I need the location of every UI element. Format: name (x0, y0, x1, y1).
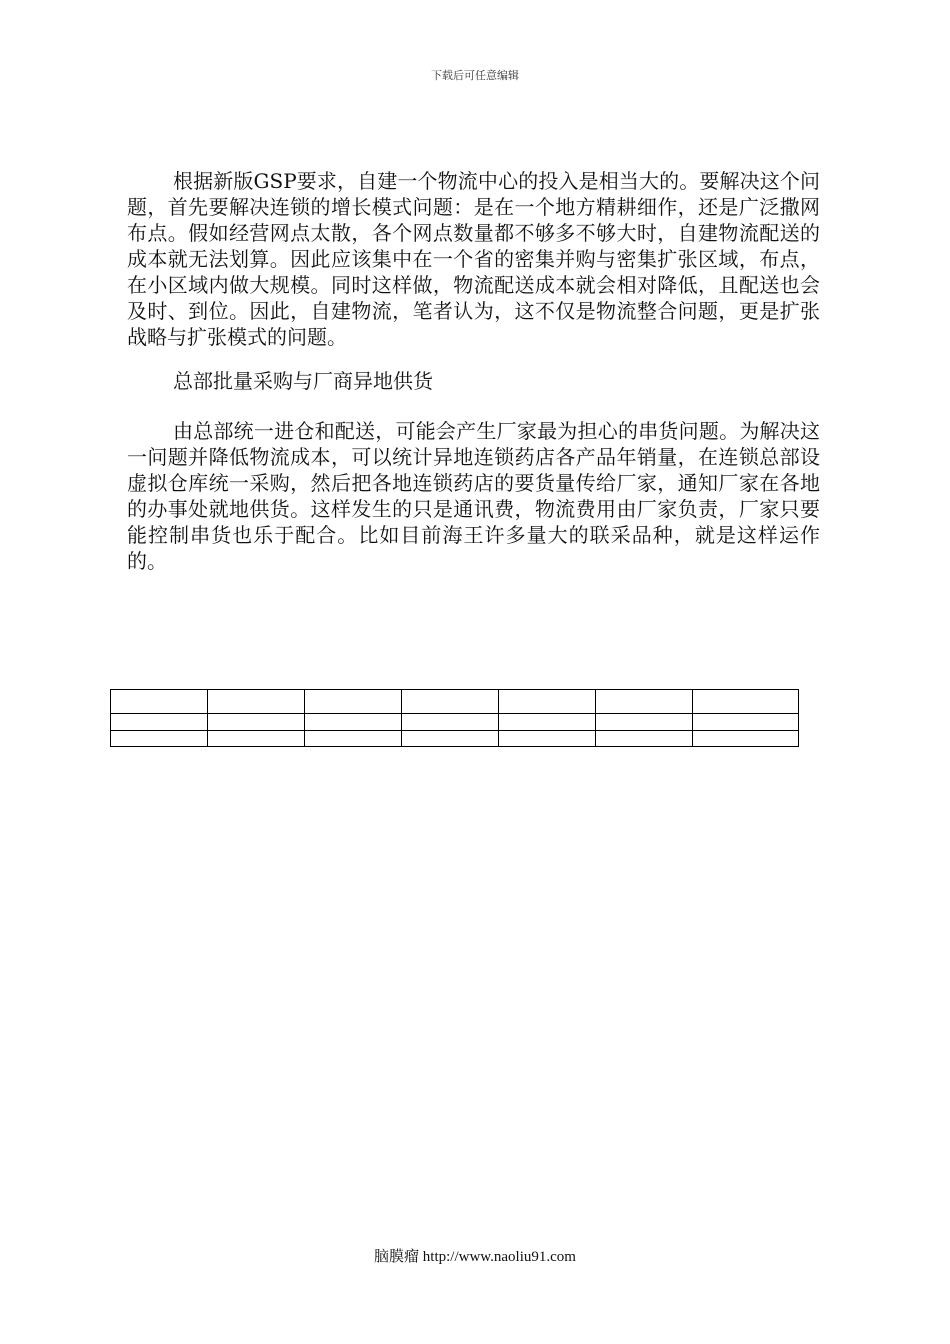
table-cell (499, 690, 596, 714)
table-cell (111, 714, 208, 731)
table-row (111, 714, 799, 731)
table-cell (208, 690, 305, 714)
section-heading: 总部批量采购与厂商异地供货 (173, 369, 433, 393)
table-cell (402, 690, 499, 714)
table-cell (693, 731, 799, 747)
table-cell (402, 714, 499, 731)
table-cell (693, 714, 799, 731)
table-cell (499, 714, 596, 731)
table-cell (305, 714, 402, 731)
table-cell (208, 714, 305, 731)
paragraph-bulk-purchase: 由总部统一进仓和配送，可能会产生厂家最为担心的串货问题。为解决这一问题并降低物流成本，可以统计异地连锁药店各产品年销量，在连锁总部设虚拟仓库统一采购，然后把各地连锁药店的要货量传给厂家，通知厂家在各地的办事处就地供货。这样发生的只是通讯费，物流费用由厂家负责，厂家只要能控制串货也乐于配合。比如目前海王许多量大的联采品种，就是这样运作的。 (127, 419, 820, 573)
table-row (111, 731, 799, 747)
table-cell (596, 690, 693, 714)
table-cell (402, 731, 499, 747)
table-cell (305, 731, 402, 747)
table-cell (208, 731, 305, 747)
table-cell (693, 690, 799, 714)
table-cell (305, 690, 402, 714)
empty-table (110, 689, 799, 747)
page-footer-link[interactable]: 脑膜瘤 http://www.naoliu91.com (374, 1249, 576, 1265)
table-cell (111, 690, 208, 714)
table-cell (111, 731, 208, 747)
paragraph-gsp-logistics: 根据新版GSP要求，自建一个物流中心的投入是相当大的。要解决这个问题，首先要解决连锁的增长模式问题：是在一个地方精耕细作，还是广泛撒网布点。假如经营网点太散，各个网点数量都不够多不够大时，自建物流配送的成本就无法划算。因此应该集中在一个省的密集并购与密集扩张区域，布点，在小区域内做大规模。同时这样做，物流配送成本就会相对降低，且配送也会及时、到位。因此，自建物流，笔者认为，这不仅是物流整合问题，更是扩张战略与扩张模式的问题。 (127, 169, 820, 349)
table-row (111, 690, 799, 714)
table-cell (596, 731, 693, 747)
page-header-note: 下载后可任意编辑 (431, 69, 519, 82)
table-cell (499, 731, 596, 747)
table-cell (596, 714, 693, 731)
